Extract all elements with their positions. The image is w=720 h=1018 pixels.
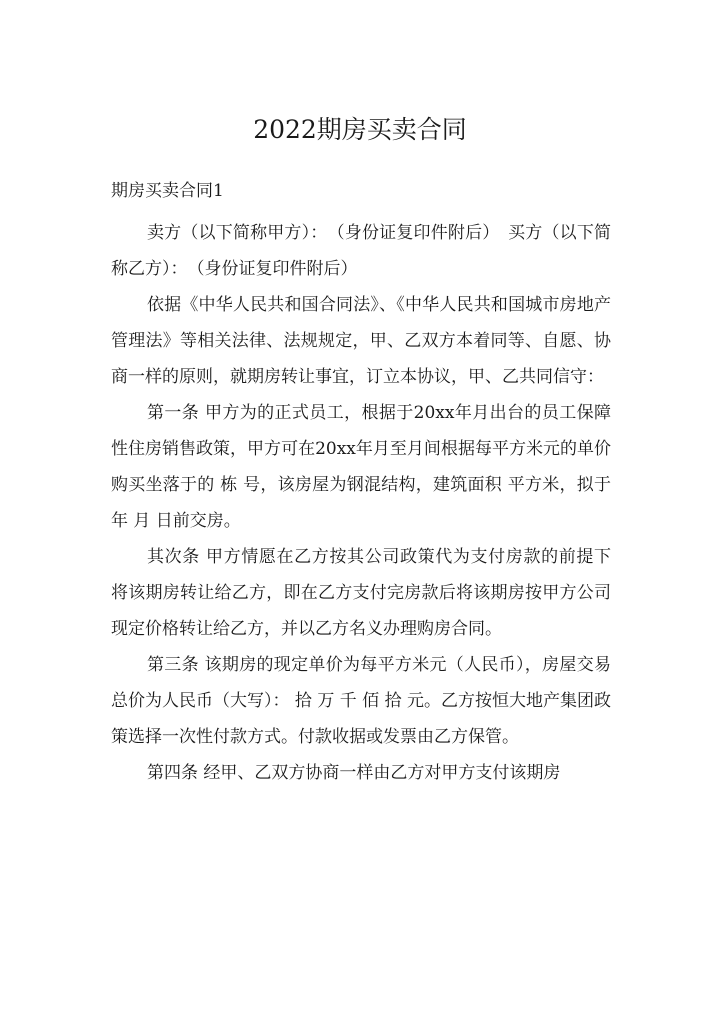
paragraph-basis: 依据《中华人民共和国合同法》、《中华人民共和国城市房地产管理法》等相关法律、法规规定，甲、乙双方本着同等、自愿、协商一样的原则，就期房转让事宜，订立本协议，甲、乙共同信守： (111, 295, 611, 387)
document-subtitle: 期房买卖合同1 (111, 181, 224, 201)
paragraph-article-1: 第一条 甲方为的正式员工，根据于20xx年月出台的员工保障性住房销售政策，甲方可在20xx年月至月间根据每平方米元的单价购买坐落于的 栋 号，该房屋为钢混结构，建筑面积 平方米，拟于 年 月 日前交房。 (111, 403, 611, 531)
paragraph-article-2: 其次条 甲方情愿在乙方按其公司政策代为支付房款的前提下将该期房转让给乙方，即在乙方支付完房款后将该期房按甲方公司现定价格转让给乙方，并以乙方名义办理购房合同。 (111, 547, 611, 639)
paragraph-article-3: 第三条 该期房的现定单价为每平方米元（人民币），房屋交易总价为人民币（大写）： 拾 万 千 佰 拾 元。乙方按恒大地产集团政策选择一次性付款方式。付款收据或发票由乙方保管。 (111, 655, 611, 747)
document-body (111, 215, 611, 791)
paragraph-article-4: 第四条 经甲、乙双方协商一样由乙方对甲方支付该期房 (147, 763, 561, 783)
paragraph-parties: 卖方（以下简称甲方）： （身份证复印件附后） 买方（以下简称乙方）： （身份证复印件附后） (111, 223, 611, 279)
document-title: 2022期房买卖合同 (253, 115, 467, 144)
